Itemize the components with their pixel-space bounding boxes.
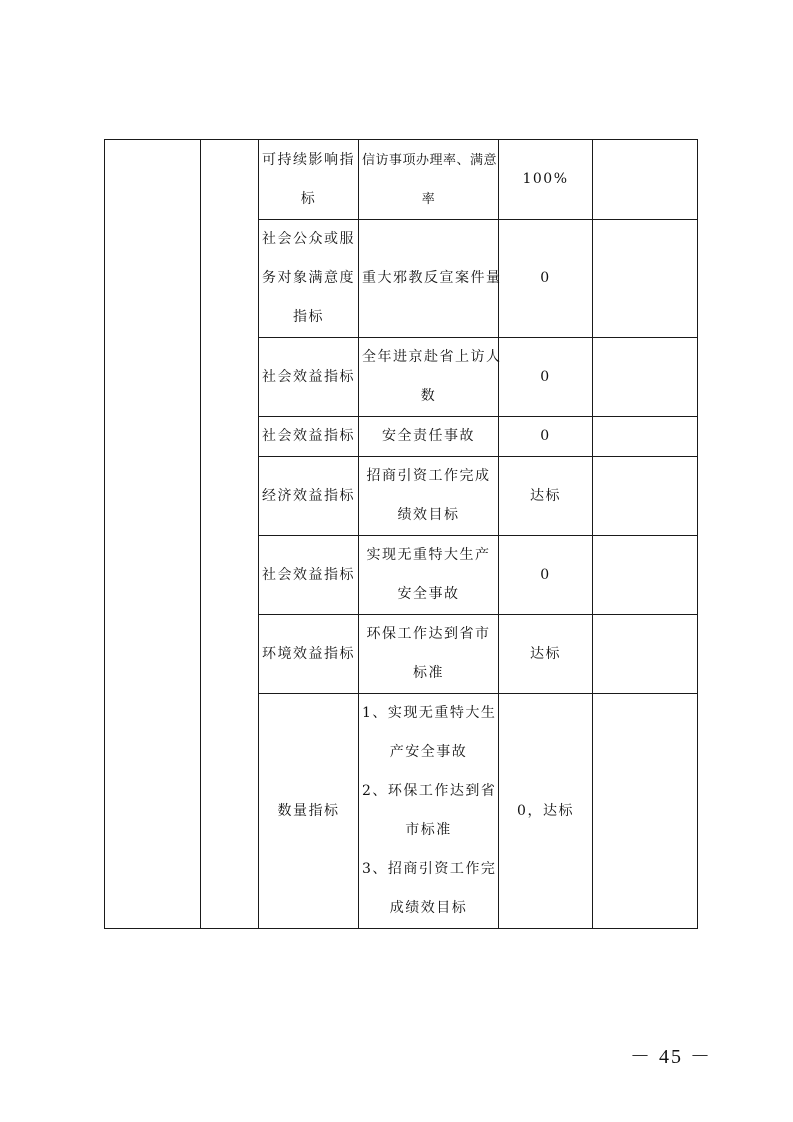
category-cell-line: 指标 (293, 309, 324, 325)
category-cell-line: 社会公众或服 (262, 231, 355, 247)
note-cell (593, 140, 698, 220)
level1-cell (105, 140, 201, 929)
note-cell (593, 220, 698, 338)
indicator-cell (359, 338, 502, 417)
value-cell: 0 (499, 220, 593, 338)
indicator-cell-line: 重大邪教反宣案件量 (362, 270, 502, 286)
note-cell (593, 694, 698, 929)
category-cell-line: 可持续影响指 (262, 151, 355, 168)
category-cell-line: 经济效益指标 (262, 487, 355, 504)
table-row (105, 140, 698, 220)
category-cell-line: 数量指标 (277, 802, 340, 819)
indicator-cell-line: 绩效目标 (397, 507, 460, 523)
category-cell-line: 务对象满意度 (262, 270, 355, 286)
indicator-cell (359, 417, 499, 457)
indicator-cell-line: 安全事故 (397, 586, 460, 602)
indicator-cell-line: 产安全事故 (389, 744, 468, 760)
note-cell (593, 417, 698, 457)
indicator-cell-line: 实现无重特大生产 (366, 547, 491, 563)
indicator-cell-line: 率 (421, 191, 436, 207)
value-cell: 0，达标 (499, 694, 593, 929)
category-cell-line: 环境效益指标 (262, 645, 355, 662)
category-cell-line: 社会效益指标 (262, 368, 355, 385)
category-cell (259, 615, 359, 694)
value-cell: 100% (499, 140, 593, 220)
category-cell (259, 338, 359, 417)
category-cell (259, 140, 359, 220)
note-cell (593, 457, 698, 536)
indicator-cell (359, 536, 499, 615)
performance-table (104, 139, 698, 929)
indicator-cell (359, 457, 499, 536)
category-cell (259, 536, 359, 615)
indicator-cell (359, 140, 499, 220)
indicator-cell (359, 220, 502, 338)
value-cell: 0 (499, 338, 593, 417)
note-cell (593, 615, 698, 694)
indicator-cell-line: 环保工作达到省市 (366, 626, 491, 642)
value-cell: 0 (499, 417, 593, 457)
indicator-cell-line: 数 (420, 388, 437, 404)
indicator-cell-line: 信访事项办理率、满意 (362, 152, 498, 168)
indicator-cell-line: 全年进京赴省上访人 (362, 349, 502, 365)
value-cell: 达标 (499, 615, 593, 694)
page-number: － 45 － (630, 1046, 712, 1068)
category-cell-line: 社会效益指标 (262, 566, 355, 583)
indicator-cell-line: 1、实现无重特大生 (362, 705, 497, 721)
category-cell (259, 457, 359, 536)
indicator-cell (359, 615, 499, 694)
note-cell (593, 536, 698, 615)
indicator-cell-line: 2、环保工作达到省 (362, 783, 497, 799)
indicator-cell-line: 成绩效目标 (389, 900, 468, 916)
indicator-cell-line: 安全责任事故 (382, 428, 475, 444)
value-cell: 达标 (499, 457, 593, 536)
note-cell (593, 338, 698, 417)
category-cell-line: 标 (300, 190, 317, 207)
indicator-cell-line: 标准 (413, 665, 444, 681)
indicator-cell (359, 694, 499, 929)
category-cell-line: 社会效益指标 (262, 428, 355, 444)
table-body (105, 140, 698, 929)
indicator-cell-line: 市标准 (405, 822, 452, 838)
indicator-cell-line: 3、招商引资工作完 (362, 861, 497, 877)
value-cell: 0 (499, 536, 593, 615)
category-cell (259, 417, 359, 457)
level2-cell (201, 140, 259, 929)
category-cell (259, 220, 359, 338)
indicator-cell-line: 招商引资工作完成 (366, 468, 491, 484)
category-cell (259, 694, 359, 929)
